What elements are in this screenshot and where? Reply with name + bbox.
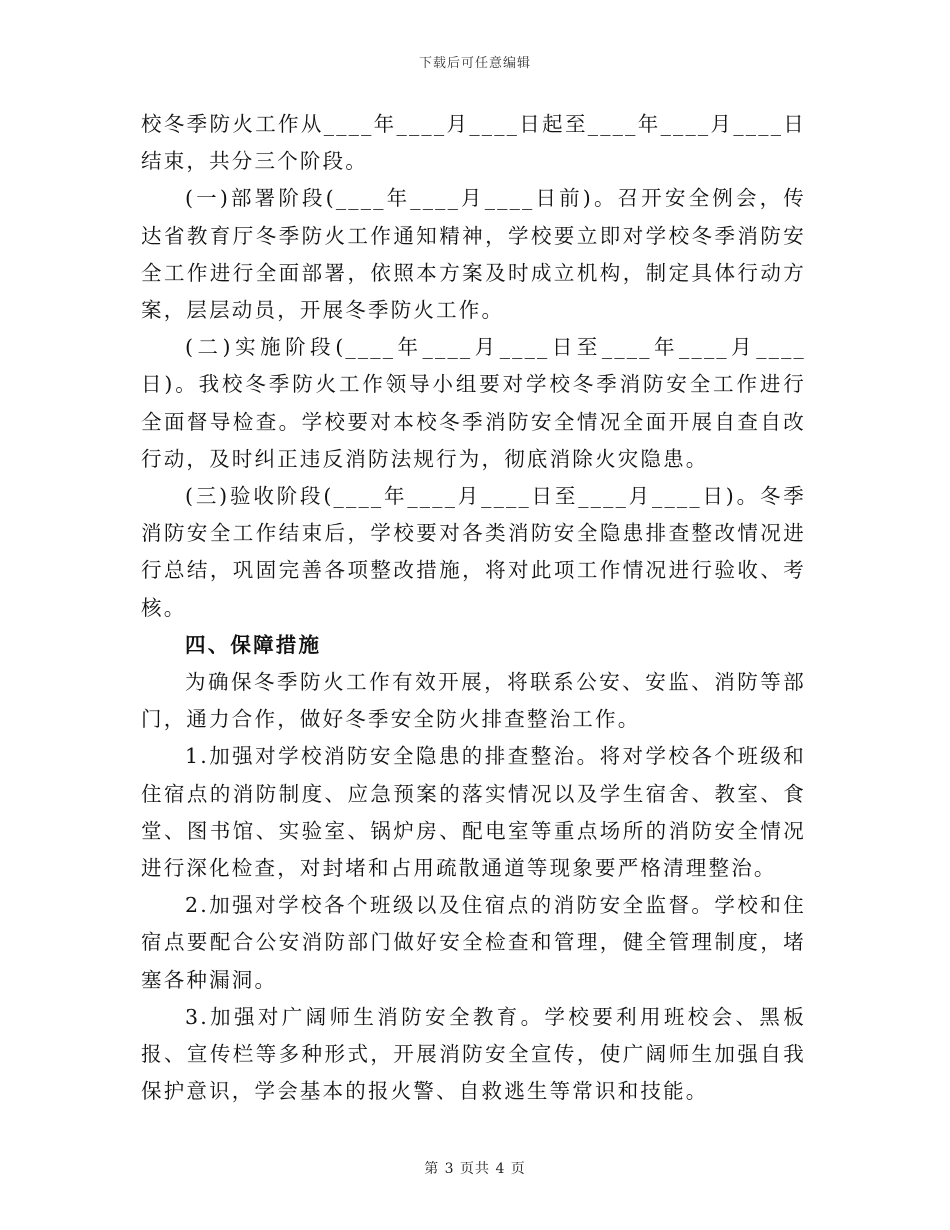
paragraph-item-2: 2.加强对学校各个班级以及住宿点的消防安全监督。学校和住宿点要配合公安消防部门做好安全检查和管理，健全管理制度，堵塞各种漏洞。 — [141, 893, 806, 992]
paragraph-item-1: 1.加强对学校消防安全隐患的排查整治。将对学校各个班级和住宿点的消防制度、应急预案的落实情况以及学生宿舍、教室、食堂、图书馆、实验室、锅炉房、配电室等重点场所的消防安全情况进行深化检查，对封堵和占用疏散通道等现象要严格清理整治。 — [141, 744, 806, 881]
paragraph-item-3: 3.加强对广阔师生消防安全教育。学校要利用班校会、黑板报、宣传栏等多种形式，开展消防安全宣传，使广阔师生加强自我保护意识，学会基本的报火警、自救逃生等常识和技能。 — [141, 1004, 806, 1104]
paragraph-stage-3: (三)验收阶段(____年____月____日至____月____日)。冬季消防安全工作结束后，学校要对各类消防安全隐患排查整改情况进行总结，巩固完善各项整改措施，将对此项工作情况进行验收、考核。 — [141, 484, 806, 620]
page-footer: 第 3 页共 4 页 — [424, 1161, 526, 1177]
document-body — [141, 106, 806, 1110]
paragraph-intro: 校冬季防火工作从____年____月____日起至____年____月____日结束，共分三个阶段。 — [141, 112, 806, 174]
page-header: 下载后可任意编辑 — [418, 56, 531, 71]
paragraph-stage-2: (二)实施阶段(____年____月____日至____年____月____日)。我校冬季防火工作领导小组要对学校冬季消防安全工作进行全面督导检查。学校要对本校冬季消防安全情况全面开展自查自改行动，及时纠正违反消防法规行为，彻底消除火灾隐患。 — [141, 335, 806, 471]
section-heading-safeguards: 四、保障措施 — [185, 632, 322, 657]
paragraph-safeguards-intro: 为确保冬季防火工作有效开展，将联系公安、安监、消防等部门，通力合作，做好冬季安全防火排查整治工作。 — [141, 670, 806, 732]
paragraph-stage-1: (一)部署阶段(____年____月____日前)。召开安全例会，传达省教育厅冬季防火工作通知精神，学校要立即对学校冬季消防安全工作进行全面部署，依照本方案及时成立机构，制定具体行动方案，层层动员，开展冬季防火工作。 — [141, 186, 806, 323]
